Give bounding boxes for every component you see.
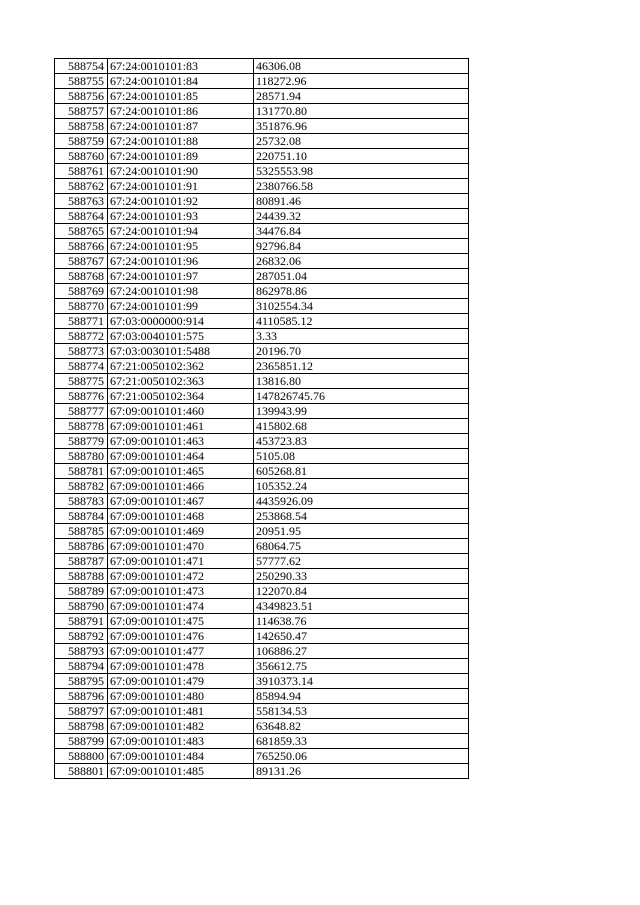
- cadastral-number-cell: 67:09:0010101:473: [108, 584, 254, 599]
- value-cell: 139943.99: [254, 404, 469, 419]
- value-cell: 862978.86: [254, 284, 469, 299]
- cadastral-number-cell: 67:09:0010101:481: [108, 704, 254, 719]
- value-cell: 5325553.98: [254, 164, 469, 179]
- cadastral-number-cell: 67:24:0010101:86: [108, 104, 254, 119]
- row-number-cell: 588782: [55, 479, 108, 494]
- cadastral-number-cell: 67:09:0010101:480: [108, 689, 254, 704]
- row-number-cell: 588796: [55, 689, 108, 704]
- cadastral-number-cell: 67:09:0010101:475: [108, 614, 254, 629]
- cadastral-number-cell: 67:09:0010101:482: [108, 719, 254, 734]
- table-row: [55, 419, 469, 434]
- row-number-cell: 588785: [55, 524, 108, 539]
- table-row: [55, 269, 469, 284]
- row-number-cell: 588794: [55, 659, 108, 674]
- value-cell: 68064.75: [254, 539, 469, 554]
- value-cell: 63648.82: [254, 719, 469, 734]
- table-row: [55, 599, 469, 614]
- row-number-cell: 588800: [55, 749, 108, 764]
- value-cell: 681859.33: [254, 734, 469, 749]
- table-row: [55, 749, 469, 764]
- cadastral-number-cell: 67:09:0010101:461: [108, 419, 254, 434]
- cadastral-number-cell: 67:24:0010101:89: [108, 149, 254, 164]
- table-row: [55, 284, 469, 299]
- cadastral-number-cell: 67:09:0010101:465: [108, 464, 254, 479]
- value-cell: 20196.70: [254, 344, 469, 359]
- row-number-cell: 588773: [55, 344, 108, 359]
- table-row: [55, 629, 469, 644]
- row-number-cell: 588795: [55, 674, 108, 689]
- table-row: [55, 314, 469, 329]
- row-number-cell: 588791: [55, 614, 108, 629]
- cadastral-number-cell: 67:09:0010101:466: [108, 479, 254, 494]
- value-cell: 3102554.34: [254, 299, 469, 314]
- row-number-cell: 588783: [55, 494, 108, 509]
- cadastral-number-cell: 67:21:0050102:362: [108, 359, 254, 374]
- value-cell: 118272.96: [254, 74, 469, 89]
- cadastral-number-cell: 67:24:0010101:92: [108, 194, 254, 209]
- row-number-cell: 588756: [55, 89, 108, 104]
- cadastral-number-cell: 67:24:0010101:93: [108, 209, 254, 224]
- row-number-cell: 588770: [55, 299, 108, 314]
- value-cell: 24439.32: [254, 209, 469, 224]
- table-row: [55, 449, 469, 464]
- row-number-cell: 588766: [55, 239, 108, 254]
- row-number-cell: 588787: [55, 554, 108, 569]
- cadastral-number-cell: 67:03:0040101:575: [108, 329, 254, 344]
- value-cell: 3910373.14: [254, 674, 469, 689]
- cadastral-number-cell: 67:09:0010101:474: [108, 599, 254, 614]
- table-row: [55, 479, 469, 494]
- row-number-cell: 588799: [55, 734, 108, 749]
- table-row: [55, 404, 469, 419]
- row-number-cell: 588801: [55, 764, 108, 779]
- row-number-cell: 588774: [55, 359, 108, 374]
- table-row: [55, 59, 469, 74]
- row-number-cell: 588798: [55, 719, 108, 734]
- value-cell: 13816.80: [254, 374, 469, 389]
- cadastral-number-cell: 67:24:0010101:97: [108, 269, 254, 284]
- table-row: [55, 344, 469, 359]
- table-row: [55, 254, 469, 269]
- row-number-cell: 588771: [55, 314, 108, 329]
- value-cell: 4349823.51: [254, 599, 469, 614]
- table-row: [55, 329, 469, 344]
- value-cell: 34476.84: [254, 224, 469, 239]
- table-row: [55, 584, 469, 599]
- cadastral-number-cell: 67:21:0050102:364: [108, 389, 254, 404]
- cadastral-number-cell: 67:24:0010101:87: [108, 119, 254, 134]
- value-cell: 765250.06: [254, 749, 469, 764]
- cadastral-number-cell: 67:09:0010101:484: [108, 749, 254, 764]
- cadastral-number-cell: 67:03:0000000:914: [108, 314, 254, 329]
- value-cell: 142650.47: [254, 629, 469, 644]
- cadastral-number-cell: 67:09:0010101:471: [108, 554, 254, 569]
- row-number-cell: 588778: [55, 419, 108, 434]
- value-cell: 25732.08: [254, 134, 469, 149]
- value-cell: 351876.96: [254, 119, 469, 134]
- value-cell: 5105.08: [254, 449, 469, 464]
- value-cell: 250290.33: [254, 569, 469, 584]
- value-cell: 147826745.76: [254, 389, 469, 404]
- cadastral-number-cell: 67:24:0010101:99: [108, 299, 254, 314]
- cadastral-number-cell: 67:09:0010101:485: [108, 764, 254, 779]
- table-row: [55, 164, 469, 179]
- table-row: [55, 569, 469, 584]
- cadastral-number-cell: 67:09:0010101:472: [108, 569, 254, 584]
- value-cell: 287051.04: [254, 269, 469, 284]
- table-row: [55, 179, 469, 194]
- table-body: [55, 59, 469, 779]
- table-row: [55, 134, 469, 149]
- cadastral-number-cell: 67:24:0010101:88: [108, 134, 254, 149]
- value-cell: 80891.46: [254, 194, 469, 209]
- value-cell: 122070.84: [254, 584, 469, 599]
- data-table: [54, 58, 469, 779]
- cadastral-number-cell: 67:24:0010101:84: [108, 74, 254, 89]
- row-number-cell: 588790: [55, 599, 108, 614]
- value-cell: 46306.08: [254, 59, 469, 74]
- value-cell: 220751.10: [254, 149, 469, 164]
- table-row: [55, 509, 469, 524]
- value-cell: 89131.26: [254, 764, 469, 779]
- value-cell: 131770.80: [254, 104, 469, 119]
- table-row: [55, 194, 469, 209]
- value-cell: 105352.24: [254, 479, 469, 494]
- table-row: [55, 389, 469, 404]
- value-cell: 26832.06: [254, 254, 469, 269]
- table-row: [55, 554, 469, 569]
- row-number-cell: 588793: [55, 644, 108, 659]
- row-number-cell: 588759: [55, 134, 108, 149]
- row-number-cell: 588789: [55, 584, 108, 599]
- table-row: [55, 149, 469, 164]
- row-number-cell: 588780: [55, 449, 108, 464]
- row-number-cell: 588767: [55, 254, 108, 269]
- row-number-cell: 588762: [55, 179, 108, 194]
- table-row: [55, 659, 469, 674]
- row-number-cell: 588755: [55, 74, 108, 89]
- table-row: [55, 89, 469, 104]
- row-number-cell: 588775: [55, 374, 108, 389]
- table-row: [55, 104, 469, 119]
- cadastral-number-cell: 67:24:0010101:85: [108, 89, 254, 104]
- row-number-cell: 588769: [55, 284, 108, 299]
- table-row: [55, 464, 469, 479]
- table-row: [55, 734, 469, 749]
- row-number-cell: 588784: [55, 509, 108, 524]
- value-cell: 20951.95: [254, 524, 469, 539]
- cadastral-number-cell: 67:09:0010101:479: [108, 674, 254, 689]
- cadastral-number-cell: 67:24:0010101:96: [108, 254, 254, 269]
- value-cell: 4110585.12: [254, 314, 469, 329]
- value-cell: 453723.83: [254, 434, 469, 449]
- value-cell: 415802.68: [254, 419, 469, 434]
- table-row: [55, 224, 469, 239]
- cadastral-number-cell: 67:09:0010101:477: [108, 644, 254, 659]
- value-cell: 106886.27: [254, 644, 469, 659]
- row-number-cell: 588781: [55, 464, 108, 479]
- cadastral-number-cell: 67:09:0010101:463: [108, 434, 254, 449]
- value-cell: 3.33: [254, 329, 469, 344]
- value-cell: 2380766.58: [254, 179, 469, 194]
- cadastral-number-cell: 67:09:0010101:470: [108, 539, 254, 554]
- table-row: [55, 689, 469, 704]
- value-cell: 114638.76: [254, 614, 469, 629]
- table-row: [55, 374, 469, 389]
- cadastral-number-cell: 67:21:0050102:363: [108, 374, 254, 389]
- row-number-cell: 588765: [55, 224, 108, 239]
- row-number-cell: 588779: [55, 434, 108, 449]
- table-row: [55, 719, 469, 734]
- cadastral-number-cell: 67:09:0010101:467: [108, 494, 254, 509]
- table-row: [55, 434, 469, 449]
- cadastral-number-cell: 67:24:0010101:95: [108, 239, 254, 254]
- cadastral-number-cell: 67:09:0010101:483: [108, 734, 254, 749]
- value-cell: 2365851.12: [254, 359, 469, 374]
- cadastral-number-cell: 67:24:0010101:90: [108, 164, 254, 179]
- row-number-cell: 588788: [55, 569, 108, 584]
- cadastral-number-cell: 67:09:0010101:469: [108, 524, 254, 539]
- row-number-cell: 588761: [55, 164, 108, 179]
- row-number-cell: 588792: [55, 629, 108, 644]
- table-row: [55, 524, 469, 539]
- cadastral-number-cell: 67:09:0010101:478: [108, 659, 254, 674]
- value-cell: 28571.94: [254, 89, 469, 104]
- table-row: [55, 209, 469, 224]
- table-row: [55, 674, 469, 689]
- value-cell: 356612.75: [254, 659, 469, 674]
- cadastral-number-cell: 67:24:0010101:98: [108, 284, 254, 299]
- table-row: [55, 359, 469, 374]
- cadastral-number-cell: 67:24:0010101:94: [108, 224, 254, 239]
- table-row: [55, 74, 469, 89]
- cadastral-number-cell: 67:03:0030101:5488: [108, 344, 254, 359]
- table-row: [55, 299, 469, 314]
- row-number-cell: 588797: [55, 704, 108, 719]
- table-row: [55, 704, 469, 719]
- row-number-cell: 588760: [55, 149, 108, 164]
- table-row: [55, 539, 469, 554]
- cadastral-number-cell: 67:09:0010101:476: [108, 629, 254, 644]
- row-number-cell: 588772: [55, 329, 108, 344]
- value-cell: 85894.94: [254, 689, 469, 704]
- value-cell: 605268.81: [254, 464, 469, 479]
- value-cell: 558134.53: [254, 704, 469, 719]
- row-number-cell: 588786: [55, 539, 108, 554]
- cadastral-number-cell: 67:09:0010101:464: [108, 449, 254, 464]
- row-number-cell: 588768: [55, 269, 108, 284]
- table-row: [55, 614, 469, 629]
- table-row: [55, 764, 469, 779]
- value-cell: 4435926.09: [254, 494, 469, 509]
- row-number-cell: 588754: [55, 59, 108, 74]
- row-number-cell: 588776: [55, 389, 108, 404]
- row-number-cell: 588777: [55, 404, 108, 419]
- row-number-cell: 588758: [55, 119, 108, 134]
- value-cell: 57777.62: [254, 554, 469, 569]
- cadastral-number-cell: 67:09:0010101:468: [108, 509, 254, 524]
- cadastral-number-cell: 67:24:0010101:91: [108, 179, 254, 194]
- value-cell: 253868.54: [254, 509, 469, 524]
- table-row: [55, 119, 469, 134]
- row-number-cell: 588764: [55, 209, 108, 224]
- table-row: [55, 494, 469, 509]
- value-cell: 92796.84: [254, 239, 469, 254]
- table-row: [55, 644, 469, 659]
- cadastral-number-cell: 67:24:0010101:83: [108, 59, 254, 74]
- row-number-cell: 588763: [55, 194, 108, 209]
- row-number-cell: 588757: [55, 104, 108, 119]
- cadastral-number-cell: 67:09:0010101:460: [108, 404, 254, 419]
- table-row: [55, 239, 469, 254]
